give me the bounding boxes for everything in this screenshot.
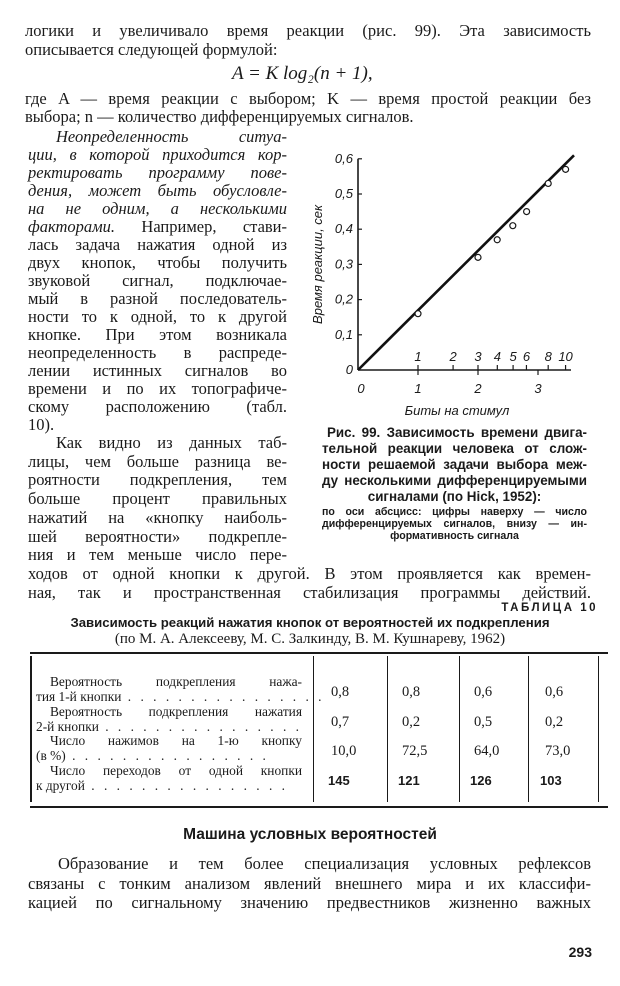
table-row-label: Число переходов от одной кнопки: [50, 762, 302, 778]
y-tick-label: 0,3: [334, 256, 353, 272]
text-line: двух кнопок, чтобы получить: [28, 253, 287, 272]
y-axis-label: Время реакции, сек: [310, 204, 325, 324]
text-line: выбора; n — количество дифференцируемых сигналов.: [25, 107, 414, 126]
table-cell: 0,8: [402, 684, 421, 700]
text-line: ная, так и пространственная стабилизация программы действий.: [28, 582, 591, 602]
text-line: 10).: [28, 415, 55, 434]
data-point: [524, 209, 530, 215]
page-number: 293: [568, 944, 592, 960]
figure-note-line: дифференцируемых сигналов, внизу — ин-: [322, 518, 587, 530]
text-line: мый в разной последователь-: [28, 289, 287, 308]
x-tick-label-bottom: 0: [357, 381, 365, 396]
table-subtitle: (по М. А. Алексееву, М. С. Залкинду, В. М. Кушнареву, 1962): [114, 631, 506, 647]
text-line: кацией по сигнальному значению предвестников жизненно важных: [28, 893, 591, 912]
text-line: связаны с тонким анализом явлений внешнего мира и их классифи-: [28, 874, 591, 893]
table-cell: 0,5: [474, 713, 493, 730]
table-cell: 0,7: [331, 713, 350, 730]
x-axis-label: Биты на стимул: [404, 403, 510, 418]
figure-note-line: по оси абсцисс: цифры наверху — число: [322, 506, 587, 518]
text-line: ности то к одной, то к другой: [28, 307, 287, 326]
x-tick-label-bottom: 2: [474, 381, 482, 396]
table-cell: 126: [470, 772, 492, 788]
x-tick-label-top: 1: [414, 349, 422, 364]
table-row-label-text: 2-й кнопки: [36, 718, 99, 734]
data-point: [475, 254, 481, 260]
table-row-label-text: к другой: [36, 777, 85, 793]
fit-line: [358, 155, 574, 370]
x-tick-label-top: 4: [493, 349, 501, 364]
x-tick-label-top: 6: [522, 349, 531, 364]
text-line: Образование и тем более специализация условных рефлексов: [58, 854, 591, 873]
figure-caption-line: Рис. 99. Зависимость времени двига-: [327, 425, 587, 440]
x-tick-label-bottom: 1: [414, 381, 422, 396]
data-point: [415, 311, 421, 317]
table-row-label-cont: [36, 749, 302, 763]
formula: A = K log₂(n + 1),: [232, 63, 373, 84]
table-row-label-cont: [36, 689, 325, 704]
text-line: логики и увеличивало время реакции (рис. 99). Эта зависимость: [25, 21, 591, 40]
table-cell: 0,2: [545, 713, 564, 730]
text-line: шей вероятности» подкрепле-: [28, 526, 287, 546]
figure-caption-line: тельной реакции человека от слож-: [322, 441, 587, 456]
table-cell: 0,2: [402, 713, 421, 730]
x-tick-label-top: 5: [509, 349, 517, 364]
text-line: на не одним, а несколькими: [28, 199, 287, 218]
text-line: скому расположению (табл.: [28, 397, 287, 416]
text-line: звуковой сигнал, подключае-: [28, 271, 287, 290]
table-cell: 0,6: [545, 684, 564, 700]
table-cell: 121: [398, 772, 420, 788]
text-line: больше процент правильных: [28, 489, 287, 509]
table-column-rule: [387, 656, 388, 802]
table-cell: 73,0: [545, 743, 571, 759]
table-top-border: [30, 652, 608, 654]
figure-caption-line: сигналами (по Hick, 1952):: [367, 489, 542, 504]
table-column-rule: [459, 656, 460, 802]
y-tick-label: 0: [345, 362, 353, 377]
table-row-label-text: (в %): [36, 748, 66, 763]
text-line: дения, может быть обусловле-: [28, 181, 287, 200]
table-cell: 145: [328, 772, 350, 788]
table-column-rule: [313, 656, 314, 802]
figure-note-line: формативность сигнала: [390, 530, 519, 542]
figure-caption-line: ду несколькими дифференцируемыми: [322, 473, 587, 488]
table-cell: 0,8: [331, 684, 350, 700]
data-point: [494, 237, 500, 243]
table-label: ТАБЛИЦА 10: [501, 602, 598, 614]
x-tick-label-top: 10: [558, 349, 573, 364]
text-line: ции, в которой приходится кор-: [28, 145, 287, 164]
table-cell: 72,5: [402, 743, 428, 759]
leader-dots: . . . . . . . . . . . . . . . .: [65, 748, 269, 763]
text-line: лицы, чем больше разница ве-: [28, 451, 287, 471]
table-row-label-text: тия 1-й кнопки: [36, 689, 122, 704]
data-point: [545, 180, 551, 186]
table-row-label: Вероятность подкрепления нажа-: [50, 674, 302, 689]
x-tick-label-top: 8: [544, 349, 552, 364]
y-tick-label: 0,4: [334, 221, 353, 237]
text-line: описывается следующей формулой:: [25, 40, 278, 59]
table-bottom-border: [30, 806, 608, 808]
y-tick-label: 0,1: [334, 326, 353, 342]
text-line: [28, 218, 287, 236]
table-column-rule: [598, 656, 599, 802]
leader-dots: . . . . . . . . . . . . . . . .: [98, 718, 302, 734]
text-line: неопределенность в распреде-: [28, 343, 287, 362]
text: Например, стави-: [141, 217, 288, 236]
text-line: ния и тем меньше число пере-: [28, 545, 287, 565]
leader-dots: . . . . . . . . . . . . . . . .: [84, 777, 289, 793]
text-line: нажатий на «кнопку наиболь-: [28, 507, 287, 527]
x-tick-label-top: 2: [449, 349, 457, 364]
table-row-label: Число нажимов на 1-ю кнопку: [50, 733, 302, 748]
reaction-time-chart: [300, 140, 600, 420]
text-line: ректировать программу пове-: [28, 163, 287, 182]
data-point: [510, 223, 516, 229]
text-line: лась задача нажатия одной из: [28, 235, 287, 254]
x-tick-label-bottom: 3: [534, 381, 542, 396]
table-column-rule: [528, 656, 529, 802]
text-line: роятности подкрепления, тем: [28, 470, 287, 490]
text-line: ходов от одной кнопки к другой. В этом проявляется как времен-: [28, 563, 591, 583]
data-point: [563, 166, 569, 172]
leader-dots: . . . . . . . . . . . . . . . .: [121, 689, 325, 704]
table-row-label: Вероятность подкрепления нажатия: [50, 703, 302, 719]
table-cell: 64,0: [474, 743, 500, 759]
y-tick-label: 0,5: [334, 186, 353, 201]
text-line: Неопределенность ситуа-: [56, 127, 287, 146]
text-line: кнопке. При этом возникала: [28, 325, 287, 344]
y-tick-label: 0,2: [334, 291, 353, 307]
table-cell: 0,6: [474, 684, 493, 700]
y-tick-label: 0,6: [334, 150, 353, 166]
figure-caption-line: ности решаемой задачи выбора меж-: [322, 457, 587, 472]
italic-text: факторами.: [28, 217, 116, 236]
table-row-label-cont: [36, 779, 302, 793]
table-row-label-cont: [36, 720, 302, 734]
text-line: лении истинных сигналов во: [28, 361, 287, 380]
text-line: Как видно из данных таб-: [56, 433, 287, 452]
text-line: времени и по их топографиче-: [28, 379, 287, 398]
table-column-rule: [30, 656, 32, 802]
section-heading: Машина условных вероятностей: [183, 826, 437, 843]
table-cell: 10,0: [331, 743, 357, 759]
text-line: где A — время реакции с выбором; K — время простой реакции без: [25, 89, 591, 108]
table-title: Зависимость реакций нажатия кнопок от вероятностей их подкрепления: [70, 615, 550, 630]
table-cell: 103: [540, 772, 562, 788]
x-tick-label-top: 3: [474, 349, 482, 364]
